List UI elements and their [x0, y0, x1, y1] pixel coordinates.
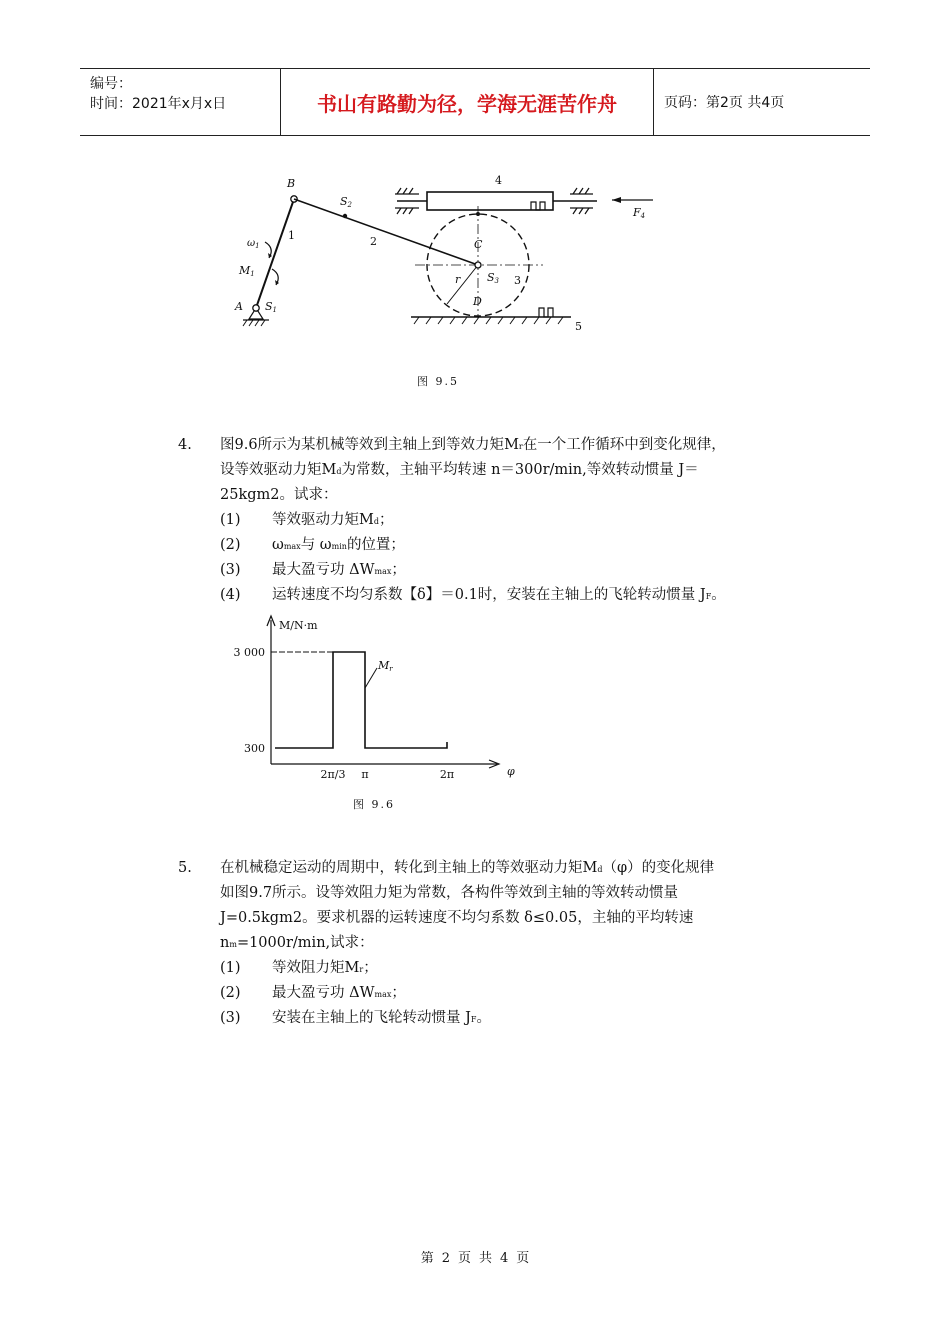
ground-5-hatch	[414, 317, 563, 324]
footer-d: 页	[516, 1251, 530, 1266]
problem4-line1: 图9.6所示为某机械等效到主轴上到等效力矩Mr在一个工作循环中到变化规律，	[220, 437, 726, 453]
y-axis-label: M/N·m	[279, 619, 318, 632]
label-r: r	[455, 273, 461, 286]
header-meta-cell	[80, 69, 281, 135]
footer-c: 共	[479, 1251, 493, 1266]
x-tick-pi: π	[361, 768, 369, 781]
problem5-q1: 等效阻力矩Mr；	[272, 960, 378, 976]
rack-teeth-4	[531, 202, 545, 210]
x-tick-2pi: 2π	[439, 768, 455, 781]
problem5-q3: 安装在主轴上的飞轮转动惯量 JF。	[272, 1010, 491, 1026]
label-s3: S3	[487, 271, 500, 285]
problem4-number: 4.	[178, 437, 192, 453]
footer-b: 页	[457, 1251, 471, 1266]
motto: 书山有路勤为径，学海无涯苦作舟	[281, 69, 654, 135]
figure-9-6-caption: 图 9.6	[353, 798, 395, 811]
problem5-line1: 在机械稳定运动的周期中，转化到主轴上的等效驱动力矩Md（φ）的变化规律	[220, 860, 715, 876]
label-link1: 1	[288, 229, 295, 242]
problem4-line2: 设等效驱动力矩Md为常数，主轴平均转速 n＝300r/min,等效转动惯量 J＝	[220, 462, 699, 478]
point-c	[476, 212, 480, 216]
label-f4: F4	[633, 206, 646, 220]
problem5-q1-number: (1)	[220, 960, 241, 976]
series-mr-line	[275, 652, 447, 748]
problem5-q2: 最大盈亏功 ΔWmax；	[272, 985, 406, 1001]
ground-a-hatch	[243, 320, 265, 326]
link-2	[294, 199, 478, 265]
label-d: D	[473, 295, 482, 308]
y-tick-3000: 3 000	[233, 646, 265, 659]
label-c: C	[474, 238, 483, 251]
rack-teeth-5	[539, 308, 553, 317]
joint-a	[253, 305, 259, 311]
problem4-q4-number: (4)	[220, 587, 241, 603]
page-label: 页码：第2页 共4页	[664, 95, 785, 111]
slider-4	[427, 192, 553, 210]
problem4-q2: ωmax与 ωmin的位置；	[272, 537, 405, 553]
footer-page: 2	[441, 1251, 450, 1266]
label-wheel3: 3	[514, 274, 521, 287]
page-footer	[0, 1247, 950, 1266]
figure-9-5-mechanism	[225, 168, 685, 343]
problem4-q1: 等效驱动力矩Md；	[272, 512, 394, 528]
problem5-line2: 如图9.7所示。设等效阻力矩为常数，各构件等效到主轴的等效转动惯量	[220, 885, 679, 901]
label-ground5: 5	[575, 320, 582, 333]
y-tick-300: 300	[244, 742, 265, 755]
series-label: Mr	[378, 659, 393, 673]
label-a: A	[235, 300, 243, 313]
problem5-line4: nm=1000r/min,试求：	[220, 935, 374, 951]
number-label: 编号：	[90, 76, 132, 92]
footer-total: 4	[500, 1251, 509, 1266]
problem5-line3: J=0.5kgm2。要求机器的运转速度不均匀系数 δ≤0.05，主轴的平均转速	[220, 910, 694, 926]
x-axis-label: φ	[507, 765, 515, 778]
figure-9-5-caption: 图 9.5	[417, 375, 459, 388]
problem4-line3: 25kgm2。试求：	[220, 487, 338, 503]
problem4-q1-number: (1)	[220, 512, 241, 528]
point-s2	[343, 214, 347, 218]
problem5-number: 5.	[178, 860, 192, 876]
label-link2: 2	[370, 235, 377, 248]
figure-9-6-chart	[225, 612, 525, 784]
link-1	[256, 199, 294, 308]
problem4-q2-number: (2)	[220, 537, 241, 553]
label-omega1: $\omega_1$	[247, 238, 260, 250]
problem5-q2-number: (2)	[220, 985, 241, 1001]
x-tick-2pi-3: 2π/3	[320, 768, 346, 781]
footer-a: 第	[420, 1251, 434, 1266]
problem4-q4: 运转速度不均匀系数【δ】＝0.1时，安装在主轴上的飞轮转动惯量 JF。	[272, 587, 726, 603]
page-header	[80, 68, 870, 136]
problem4-q3: 最大盈亏功 ΔWmax；	[272, 562, 406, 578]
point-s3	[475, 262, 481, 268]
time-label: 时间：2021年x月x日	[90, 96, 227, 112]
label-b: B	[287, 177, 296, 190]
label-slider4: 4	[495, 174, 502, 187]
label-s1: S1	[265, 300, 278, 314]
label-s2: S2	[340, 195, 353, 209]
problem4-q3-number: (3)	[220, 562, 241, 578]
problem5-q3-number: (3)	[220, 1010, 241, 1026]
mr-leader-line	[365, 668, 377, 688]
label-m1: M1	[239, 264, 255, 278]
